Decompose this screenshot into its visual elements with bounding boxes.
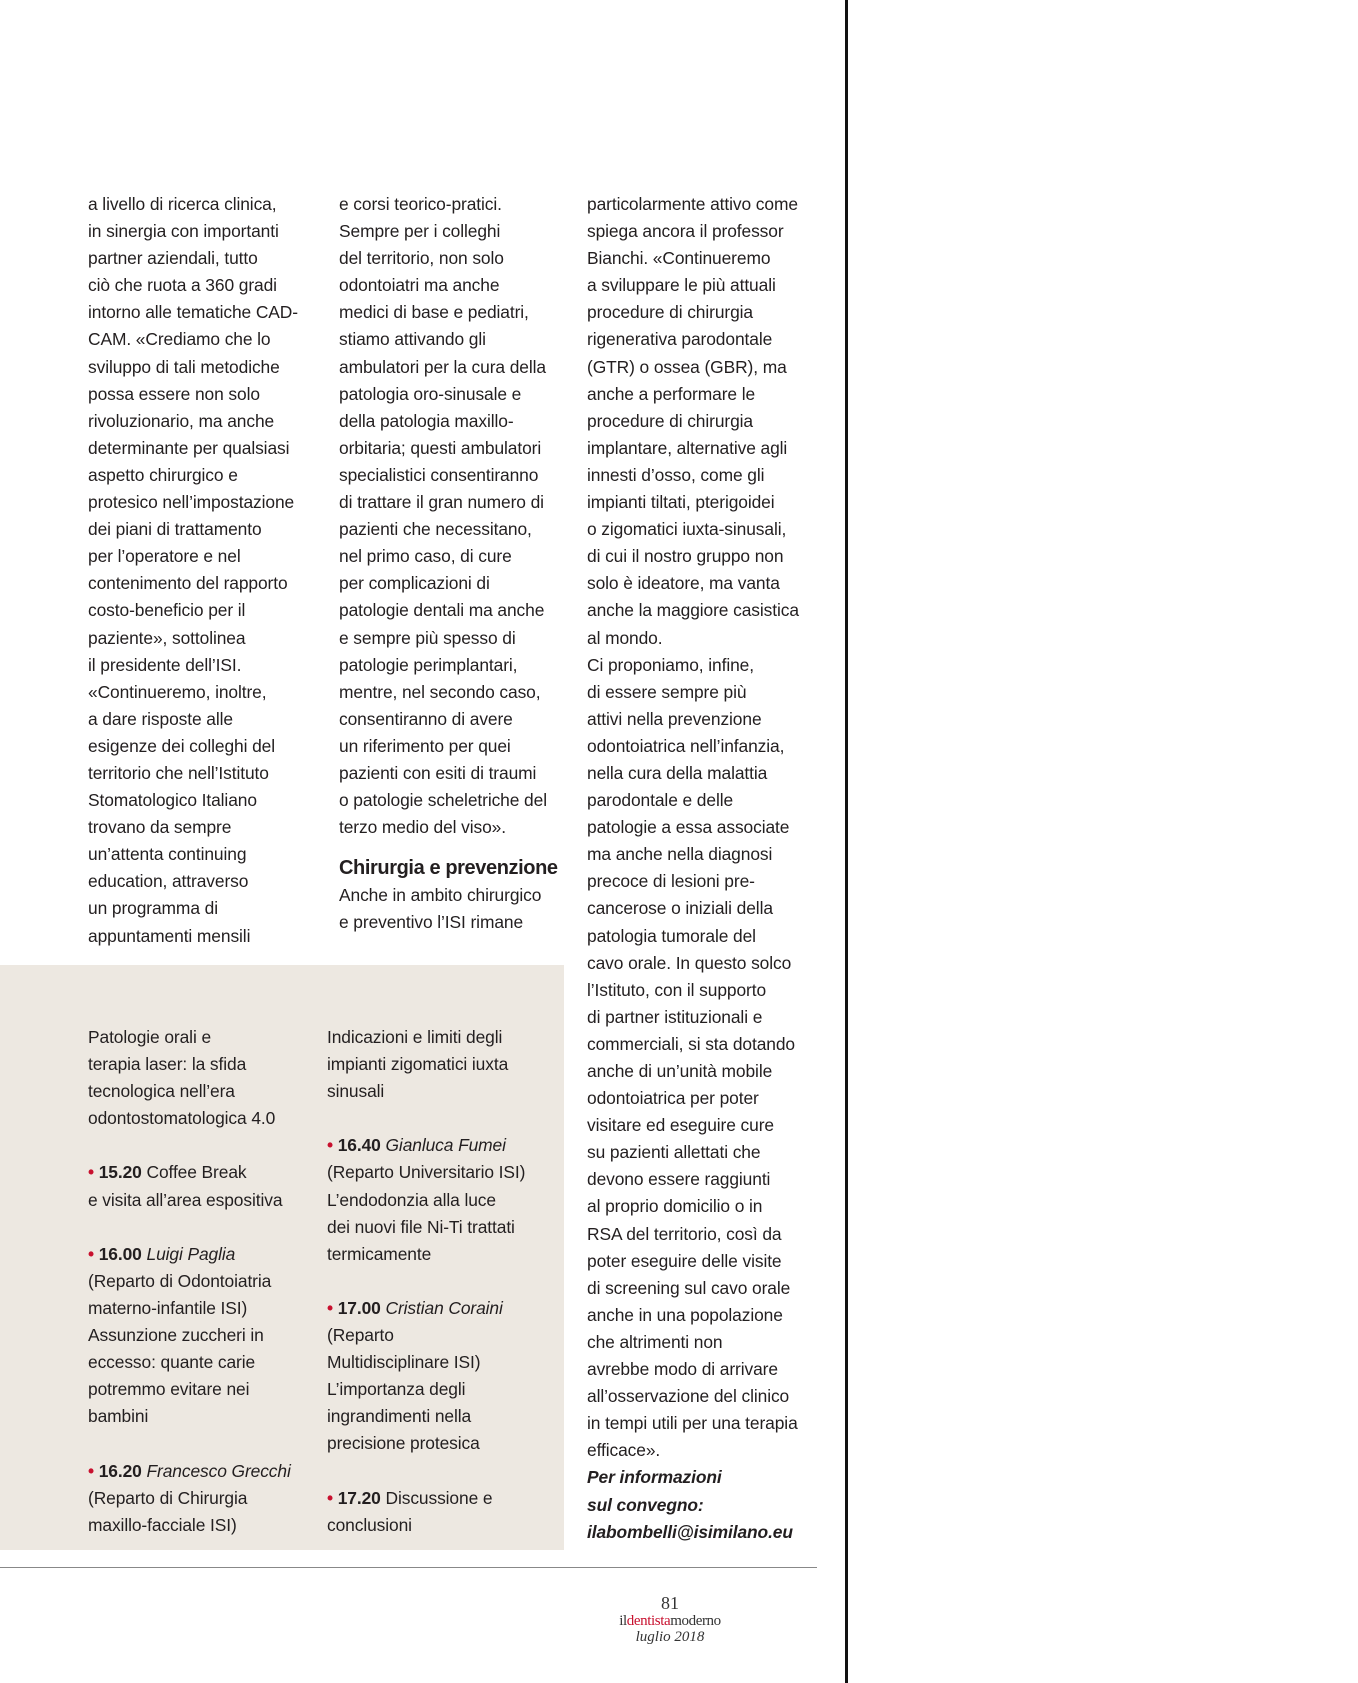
program-column-2	[327, 1024, 567, 1539]
text-line: trovano da sempre	[88, 817, 232, 838]
text-line: avrebbe modo di arrivare	[587, 1359, 778, 1380]
text-line: sinusali	[327, 1081, 385, 1102]
text-line: Assunzione zuccheri in	[88, 1325, 264, 1346]
entry-details	[88, 1268, 328, 1431]
entry-details	[327, 1322, 567, 1457]
text-line: Bianchi. «Continueremo	[587, 248, 771, 269]
text-line: determinante per qualsiasi	[88, 437, 290, 458]
text-line: di trattare il gran numero di	[339, 492, 544, 513]
text-line: della patologia maxillo-	[339, 410, 514, 431]
text-line: cavo orale. In questo solco	[587, 952, 792, 973]
program-entry-fumei	[327, 1132, 567, 1159]
text-line: devono essere raggiunti	[587, 1169, 771, 1190]
entry-details	[327, 1159, 567, 1267]
text-line: ciò che ruota a 360 gradi	[88, 275, 277, 296]
text-line: solo è ideatore, ma vanta	[587, 573, 780, 594]
entry-speaker: Francesco Grecchi	[146, 1460, 291, 1481]
bullet-icon: •	[88, 1162, 94, 1183]
text-line: Stomatologico Italiano	[88, 790, 257, 811]
text-line: paziente», sottolinea	[88, 627, 246, 648]
text-line: terapia laser: la sfida	[88, 1054, 247, 1075]
text-line: maxillo-facciale ISI)	[88, 1514, 237, 1535]
text-line: partner aziendali, tutto	[88, 248, 258, 269]
text-line: RSA del territorio, così da	[587, 1223, 782, 1244]
text-line: bambini	[88, 1406, 149, 1427]
program-entry-coffee-break	[88, 1159, 328, 1186]
program-session-title-1	[88, 1024, 328, 1132]
program-entry-paglia	[88, 1241, 328, 1268]
bullet-icon: •	[88, 1243, 94, 1264]
article-column-2	[339, 191, 579, 937]
text-line: eccesso: quante carie	[88, 1352, 256, 1373]
text-line: parodontale e delle	[587, 790, 734, 811]
entry-time: 16.40	[337, 1135, 381, 1156]
text-line: odontoiatrica nell’infanzia,	[587, 735, 785, 756]
text-line: potremmo evitare nei	[88, 1379, 250, 1400]
article-column-3	[587, 191, 832, 1546]
text-line: (Reparto di Odontoiatria	[88, 1270, 272, 1291]
text-line: particolarmente attivo come	[587, 194, 798, 214]
text-line: conclusioni	[327, 1514, 412, 1535]
text-line: terzo medio del viso».	[339, 817, 506, 838]
text-line: patologie a essa associate	[587, 817, 790, 838]
text-line: a dare risposte alle	[88, 708, 233, 729]
page-edge-divider	[845, 0, 848, 1683]
text-line: patologie dentali ma anche	[339, 600, 545, 621]
entry-title: Coffee Break	[141, 1162, 247, 1183]
text-line: che altrimenti non	[587, 1331, 723, 1352]
text-line: o zigomatici iuxta-sinusali,	[587, 519, 787, 540]
text-line: odontoiatri ma anche	[339, 275, 500, 296]
bullet-icon: •	[327, 1135, 333, 1156]
text-line: il presidente dell’ISI.	[88, 654, 242, 675]
text-line: dei nuovi file Ni-Ti trattati	[327, 1216, 515, 1237]
text-line: cancerose o iniziali della	[587, 898, 773, 919]
issue-date: luglio 2018	[635, 1629, 705, 1645]
text-line: l’Istituto, con il supporto	[587, 979, 767, 1000]
text-line: al proprio domicilio o in	[587, 1196, 763, 1217]
column-2-continuation	[339, 882, 579, 936]
text-line: L’endodonzia alla luce	[327, 1189, 496, 1210]
text-line: e corsi teorico-pratici.	[339, 194, 502, 214]
text-line: materno-infantile ISI)	[88, 1297, 248, 1318]
text-line: innesti d’osso, come gli	[587, 464, 765, 485]
bullet-icon: •	[327, 1297, 333, 1318]
program-column-1	[88, 1024, 328, 1539]
text-line: precoce di lesioni pre-	[587, 871, 755, 892]
text-line: o patologie scheletriche del	[339, 790, 547, 811]
text-line: Anche in ambito chirurgico	[339, 885, 542, 906]
text-line: efficace».	[587, 1440, 661, 1461]
text-line: anche in una popolazione	[587, 1304, 783, 1325]
text-line: del territorio, non solo	[339, 248, 504, 269]
text-line: su pazienti allettati che	[587, 1142, 761, 1163]
text-line: precisione protesica	[327, 1433, 480, 1454]
text-line: specialistici consentiranno	[339, 464, 539, 485]
text-line: patologia oro-sinusale e	[339, 383, 522, 404]
text-line: per complicazioni di	[339, 573, 490, 594]
text-line: spiega ancora il professor	[587, 221, 784, 242]
text-line: visitare ed eseguire cure	[587, 1115, 774, 1136]
text-line: anche a performare le	[587, 383, 756, 404]
text-line: ma anche nella diagnosi	[587, 844, 773, 865]
text-line: consentiranno di avere	[339, 708, 513, 729]
contact-line-2: sul convegno:	[587, 1494, 704, 1515]
entry-speaker: Cristian Coraini	[385, 1297, 503, 1318]
text-line: possa essere non solo	[88, 383, 260, 404]
text-line: ingrandimenti nella	[327, 1406, 472, 1427]
text-line: Sempre per i colleghi	[339, 221, 501, 242]
text-line: ambulatori per la cura della	[339, 356, 546, 377]
text-line: procedure di chirurgia	[587, 410, 754, 431]
text-line: rivoluzionario, ma anche	[88, 410, 275, 431]
text-line: di screening sul cavo orale	[587, 1277, 791, 1298]
contact-email[interactable]: ilabombelli@isimilano.eu	[587, 1521, 793, 1542]
text-line: (Reparto Universitario ISI)	[327, 1162, 526, 1183]
text-line: L’importanza degli	[327, 1379, 466, 1400]
text-line: (Reparto	[327, 1325, 394, 1346]
program-entry-coraini	[327, 1295, 567, 1322]
bullet-icon: •	[88, 1460, 94, 1481]
entry-time: 16.20	[98, 1460, 142, 1481]
text-line: appuntamenti mensili	[88, 925, 251, 946]
text-line: Multidisciplinare ISI)	[327, 1352, 481, 1373]
text-line: e sempre più spesso di	[339, 627, 516, 648]
text-line: costo-beneficio per il	[88, 600, 246, 621]
text-line: rigenerativa parodontale	[587, 329, 773, 350]
text-line: sviluppo di tali metodiche	[88, 356, 280, 377]
text-line: e preventivo l’ISI rimane	[339, 912, 524, 933]
text-line: aspetto chirurgico e	[88, 464, 238, 485]
entry-speaker: Luigi Paglia	[146, 1243, 236, 1264]
text-line: territorio che nell’Istituto	[88, 762, 269, 783]
text-line: tecnologica nell’era	[88, 1081, 235, 1102]
text-line: e visita all’area espositiva	[88, 1189, 283, 1210]
text-line: di partner istituzionali e	[587, 1006, 763, 1027]
text-line: un riferimento per quei	[339, 735, 511, 756]
text-line: di cui il nostro gruppo non	[587, 546, 784, 567]
text-line: esigenze dei colleghi del	[88, 735, 275, 756]
text-line: commerciali, si sta dotando	[587, 1033, 796, 1054]
text-line: contenimento del rapporto	[88, 573, 288, 594]
section-subheading: Chirurgia e prevenzione	[339, 857, 558, 880]
column-2-body	[339, 191, 579, 841]
entry-details	[88, 1485, 328, 1539]
text-line: pazienti con esiti di traumi	[339, 762, 537, 783]
text-line: odontoiatrica per poter	[587, 1088, 759, 1109]
text-line: anche di un’unità mobile	[587, 1061, 773, 1081]
text-line: Indicazioni e limiti degli	[327, 1027, 503, 1047]
text-line: patologie perimplantari,	[339, 654, 518, 675]
entry-details	[327, 1512, 567, 1539]
text-line: a sviluppare le più attuali	[587, 275, 776, 296]
entry-speaker: Gianluca Fumei	[385, 1135, 506, 1156]
text-line: intorno alle tematiche CAD-	[88, 302, 298, 323]
entry-time: 17.20	[337, 1487, 381, 1508]
entry-title: Discussione e	[380, 1487, 493, 1508]
text-line: un programma di	[88, 898, 218, 919]
text-line: termicamente	[327, 1243, 432, 1264]
entry-details	[88, 1187, 328, 1214]
article-column-1	[88, 191, 328, 950]
text-line: a livello di ricerca clinica,	[88, 194, 277, 214]
text-line: odontostomatologica 4.0	[88, 1108, 276, 1129]
text-line: orbitaria; questi ambulatori	[339, 437, 542, 458]
program-entry-discussion	[327, 1485, 567, 1512]
footer-rule	[0, 1567, 817, 1568]
bullet-icon: •	[327, 1487, 333, 1508]
program-entry-grecchi	[88, 1458, 328, 1485]
text-line: Patologie orali e	[88, 1027, 212, 1047]
text-line: per l’operatore e nel	[88, 546, 241, 567]
text-line: un’attenta continuing	[88, 844, 247, 865]
text-line: «Continueremo, inoltre,	[88, 681, 267, 702]
text-line: stiamo attivando gli	[339, 329, 486, 350]
text-line: all’osservazione del clinico	[587, 1386, 790, 1407]
text-line: attivi nella prevenzione	[587, 708, 762, 729]
text-line: impianti zigomatici iuxta	[327, 1054, 509, 1075]
text-line: (GTR) o ossea (GBR), ma	[587, 356, 787, 377]
magazine-name: ildentistamoderno	[619, 1613, 721, 1629]
text-line: nel primo caso, di cure	[339, 546, 512, 567]
text-line: al mondo.	[587, 627, 663, 648]
text-line: protesico nell’impostazione	[88, 492, 295, 513]
entry-time: 17.00	[337, 1297, 381, 1318]
text-line: poter eseguire delle visite	[587, 1250, 782, 1271]
text-line: mentre, nel secondo caso,	[339, 681, 541, 702]
page-number: 81	[661, 1593, 679, 1613]
contact-line-1: Per informazioni	[587, 1467, 722, 1488]
text-line: Ci proponiamo, infine,	[587, 654, 754, 675]
text-line: dei piani di trattamento	[88, 519, 262, 540]
text-line: implantare, alternative agli	[587, 437, 788, 458]
text-line: education, attraverso	[88, 871, 249, 892]
program-session-title-2	[327, 1024, 567, 1105]
page-footer	[600, 1593, 740, 1645]
column-3-body	[587, 191, 832, 1464]
text-line: pazienti che necessitano,	[339, 519, 532, 540]
text-line: procedure di chirurgia	[587, 302, 754, 323]
entry-time: 16.00	[98, 1243, 142, 1264]
text-line: di essere sempre più	[587, 681, 747, 702]
text-line: in tempi utili per una terapia	[587, 1413, 798, 1434]
text-line: anche la maggiore casistica	[587, 600, 799, 621]
entry-time: 15.20	[98, 1162, 142, 1183]
text-line: nella cura della malattia	[587, 762, 768, 783]
text-line: CAM. «Crediamo che lo	[88, 329, 271, 350]
text-line: in sinergia con importanti	[88, 221, 279, 242]
text-line: patologia tumorale del	[587, 925, 756, 946]
text-line: impianti tiltati, pterigoidei	[587, 492, 775, 513]
text-line: medici di base e pediatri,	[339, 302, 529, 323]
text-line: (Reparto di Chirurgia	[88, 1487, 248, 1508]
